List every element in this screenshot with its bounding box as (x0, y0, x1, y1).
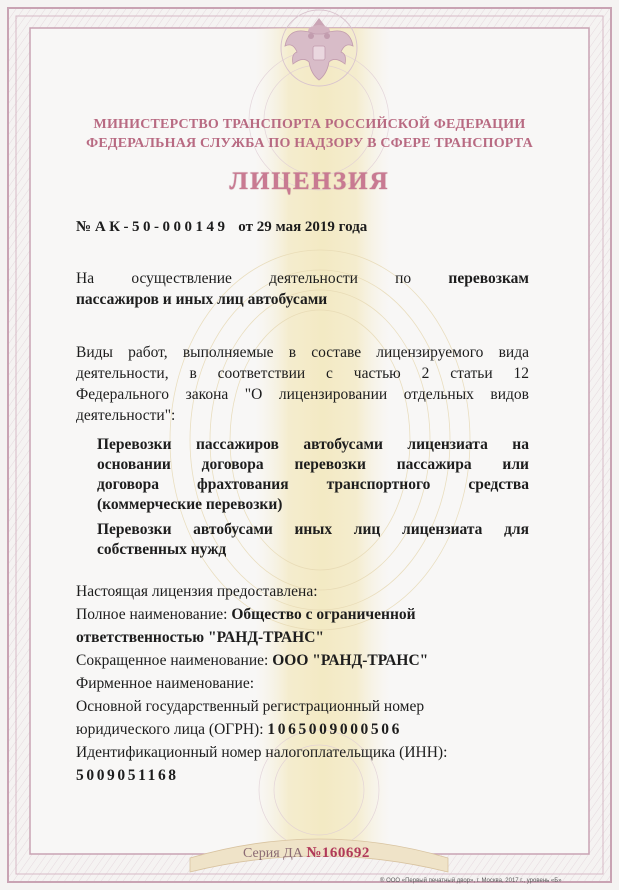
work-item-1 (97, 435, 529, 515)
activity-word: по (395, 270, 412, 287)
provided-label: Настоящая лицензия предоставлена: (76, 583, 318, 600)
full-name-value: Общество с ограниченной (231, 606, 416, 623)
inn-row (76, 764, 536, 787)
activity-word: деятельности (269, 270, 358, 287)
work-item-2 (97, 520, 529, 560)
license-number-line (76, 219, 367, 236)
activity-word: На (76, 270, 95, 287)
work-item-line: Перевозки пассажиров автобусами лицензиата на (97, 436, 529, 453)
work-item-line: (коммерческие перевозки) (97, 496, 283, 513)
ogrn-label: юридического лица (ОГРН): (76, 721, 264, 738)
activity-line-2: пассажиров и иных лиц автобусами (76, 291, 328, 308)
work-item-line: основании договора перевозки пассажира или (97, 456, 529, 473)
ogrn-label-line: Основной государственный регистрационный номер (76, 698, 425, 715)
serial-label: Серия ДА (243, 846, 303, 861)
activity-line-1 (76, 268, 529, 289)
activity-paragraph (76, 268, 529, 310)
ogrn-value: 1065009000506 (267, 721, 402, 738)
full-name-row (76, 603, 536, 626)
works-intro-line: Федерального закона "О лицензировании отдельных видов (76, 386, 529, 403)
work-item-line: собственных нужд (97, 541, 227, 558)
works-intro-line: деятельности, в соответствии с частью 2 статьи 12 (76, 365, 529, 382)
printer-imprint: ® ООО «Первый печатный двор», г. Москва, 2017 г., уровень «Б» (380, 878, 562, 884)
work-item-line: договора фрахтования транспортного средства (97, 476, 529, 493)
full-name-label: Полное наименование: (76, 606, 228, 623)
activity-word-bold: перевозкам (448, 270, 529, 287)
full-name-value-2: ответственностью "РАНД-ТРАНС" (76, 629, 325, 646)
work-item-line: Перевозки автобусами иных лиц лицензиата для (97, 521, 529, 538)
service-name: ФЕДЕРАЛЬНАЯ СЛУЖБА ПО НАДЗОРУ В СФЕРЕ ТРАНСПОРТА (86, 136, 533, 151)
ministry-name: МИНИСТЕРСТВО ТРАНСПОРТА РОССИЙСКОЙ ФЕДЕРАЦИИ (93, 117, 526, 132)
short-name-value: ООО "РАНД-ТРАНС" (272, 652, 429, 669)
license-holder-info (76, 580, 536, 787)
activity-word: осуществление (131, 270, 232, 287)
form-serial (243, 845, 370, 862)
ogrn-row (76, 718, 536, 741)
short-name-label: Сокращенное наименование: (76, 652, 269, 669)
short-name-row (76, 649, 536, 672)
document-title: ЛИЦЕНЗИЯ (229, 168, 390, 195)
works-intro (76, 342, 529, 426)
works-intro-line: Виды работ, выполняемые в составе лицензируемого вида (76, 344, 529, 361)
works-intro-line: деятельности": (76, 407, 176, 424)
license-date: от 29 мая 2019 года (238, 219, 368, 235)
brand-name-label: Фирменное наименование: (76, 675, 255, 692)
inn-value: 5009051168 (76, 767, 179, 784)
number-sign: № (76, 219, 92, 235)
license-number: АК-50-000149 (94, 219, 229, 235)
serial-number: №160692 (306, 845, 370, 861)
full-name-row-2 (76, 626, 536, 649)
inn-label: Идентификационный номер налогоплательщика (ИНН): (76, 744, 448, 761)
